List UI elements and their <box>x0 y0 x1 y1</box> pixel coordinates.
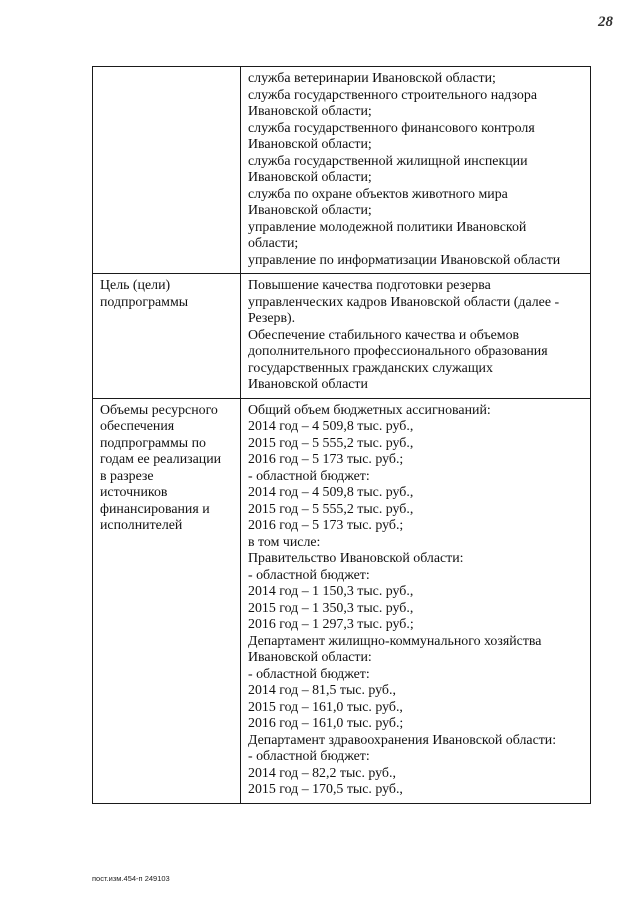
cell-content <box>241 274 591 399</box>
content-line: Ивановской области; <box>248 137 372 152</box>
label-line: подпрограммы <box>100 294 189 310</box>
content-line: дополнительного профессионального образования <box>248 344 548 359</box>
row-executors-continued <box>93 67 591 274</box>
label-line: обеспечения <box>100 419 175 434</box>
content-line: служба ветеринарии Ивановской области; <box>248 71 496 86</box>
content-line: 2014 год – 81,5 тыс. руб., <box>248 683 396 698</box>
page-number: 28 <box>598 14 613 30</box>
content-line: управление молодежной политики Ивановской <box>248 219 527 235</box>
content-line: 2015 год – 1 350,3 тыс. руб., <box>248 600 414 616</box>
content-line: в том числе: <box>248 534 321 550</box>
content-line: 2015 год – 5 555,2 тыс. руб., <box>248 435 414 451</box>
content-line: Ивановской области; <box>248 203 372 218</box>
content-line: государственных гражданских служащих <box>248 360 493 376</box>
cell-label <box>93 67 241 274</box>
content-line: 2014 год – 4 509,8 тыс. руб., <box>248 485 414 500</box>
content-line: служба государственной жилищной инспекции <box>248 153 528 169</box>
content-line: служба по охране объектов животного мира <box>248 186 508 202</box>
content-line: 2015 год – 161,0 тыс. руб., <box>248 699 403 715</box>
label-line: Объемы ресурсного <box>100 402 218 418</box>
content-line: 2014 год – 82,2 тыс. руб., <box>248 765 396 781</box>
content-line: 2014 год – 1 150,3 тыс. руб., <box>248 584 414 599</box>
content-line: управленческих кадров Ивановской области (далее - <box>248 294 560 310</box>
content-line: Обеспечение стабильного качества и объемов <box>248 327 520 343</box>
content-line: Департамент жилищно-коммунального хозяйства <box>248 633 542 649</box>
cell-label <box>93 398 241 803</box>
label-line: годам ее реализации <box>100 452 222 467</box>
label-line: финансирования и <box>100 501 210 517</box>
footer-document-code: пост.изм.454-п 249103 <box>92 874 170 883</box>
content-line: Ивановской области <box>248 377 368 392</box>
content-line: Ивановской области: <box>248 650 372 665</box>
content-line: Повышение качества подготовки резерва <box>248 278 491 293</box>
label-line: в разрезе <box>100 468 154 484</box>
table-body <box>93 67 591 804</box>
row-goal <box>93 274 591 399</box>
content-line: Департамент здравоохранения Ивановской области: <box>248 732 557 748</box>
cell-content <box>241 398 591 803</box>
label-line: подпрограммы по <box>100 435 206 451</box>
content-line: Ивановской области; <box>248 104 372 119</box>
content-line: - областной бюджет: <box>248 468 370 484</box>
content-line: 2014 год – 4 509,8 тыс. руб., <box>248 419 414 434</box>
cell-content <box>241 67 591 274</box>
cell-label <box>93 274 241 399</box>
row-resource-volumes <box>93 398 591 803</box>
label-line: Цель (цели) <box>100 278 171 293</box>
label-line: исполнителей <box>100 518 183 533</box>
content-line: - областной бюджет: <box>248 749 370 764</box>
content-line: служба государственного финансового контроля <box>248 120 535 136</box>
content-line: Ивановской области; <box>248 170 372 185</box>
content-line: Общий объем бюджетных ассигнований: <box>248 402 491 418</box>
content-line: 2016 год – 1 297,3 тыс. руб.; <box>248 617 414 632</box>
content-line: 2015 год – 170,5 тыс. руб., <box>248 782 403 797</box>
content-line: управление по информатизации Ивановской области <box>248 252 561 268</box>
content-line: - областной бюджет: <box>248 666 370 682</box>
content-line: 2016 год – 5 173 тыс. руб.; <box>248 518 404 533</box>
content-line: 2015 год – 5 555,2 тыс. руб., <box>248 501 414 517</box>
content-line: 2016 год – 5 173 тыс. руб.; <box>248 452 404 467</box>
content-line: Правительство Ивановской области: <box>248 551 464 566</box>
label-line: источников <box>100 485 168 500</box>
subprogram-passport-table <box>92 66 591 804</box>
content-line: 2016 год – 161,0 тыс. руб.; <box>248 716 404 731</box>
content-line: служба государственного строительного надзора <box>248 87 537 103</box>
content-line: - областной бюджет: <box>248 567 370 583</box>
content-line: области; <box>248 236 299 251</box>
content-line: Резерв). <box>248 311 296 326</box>
